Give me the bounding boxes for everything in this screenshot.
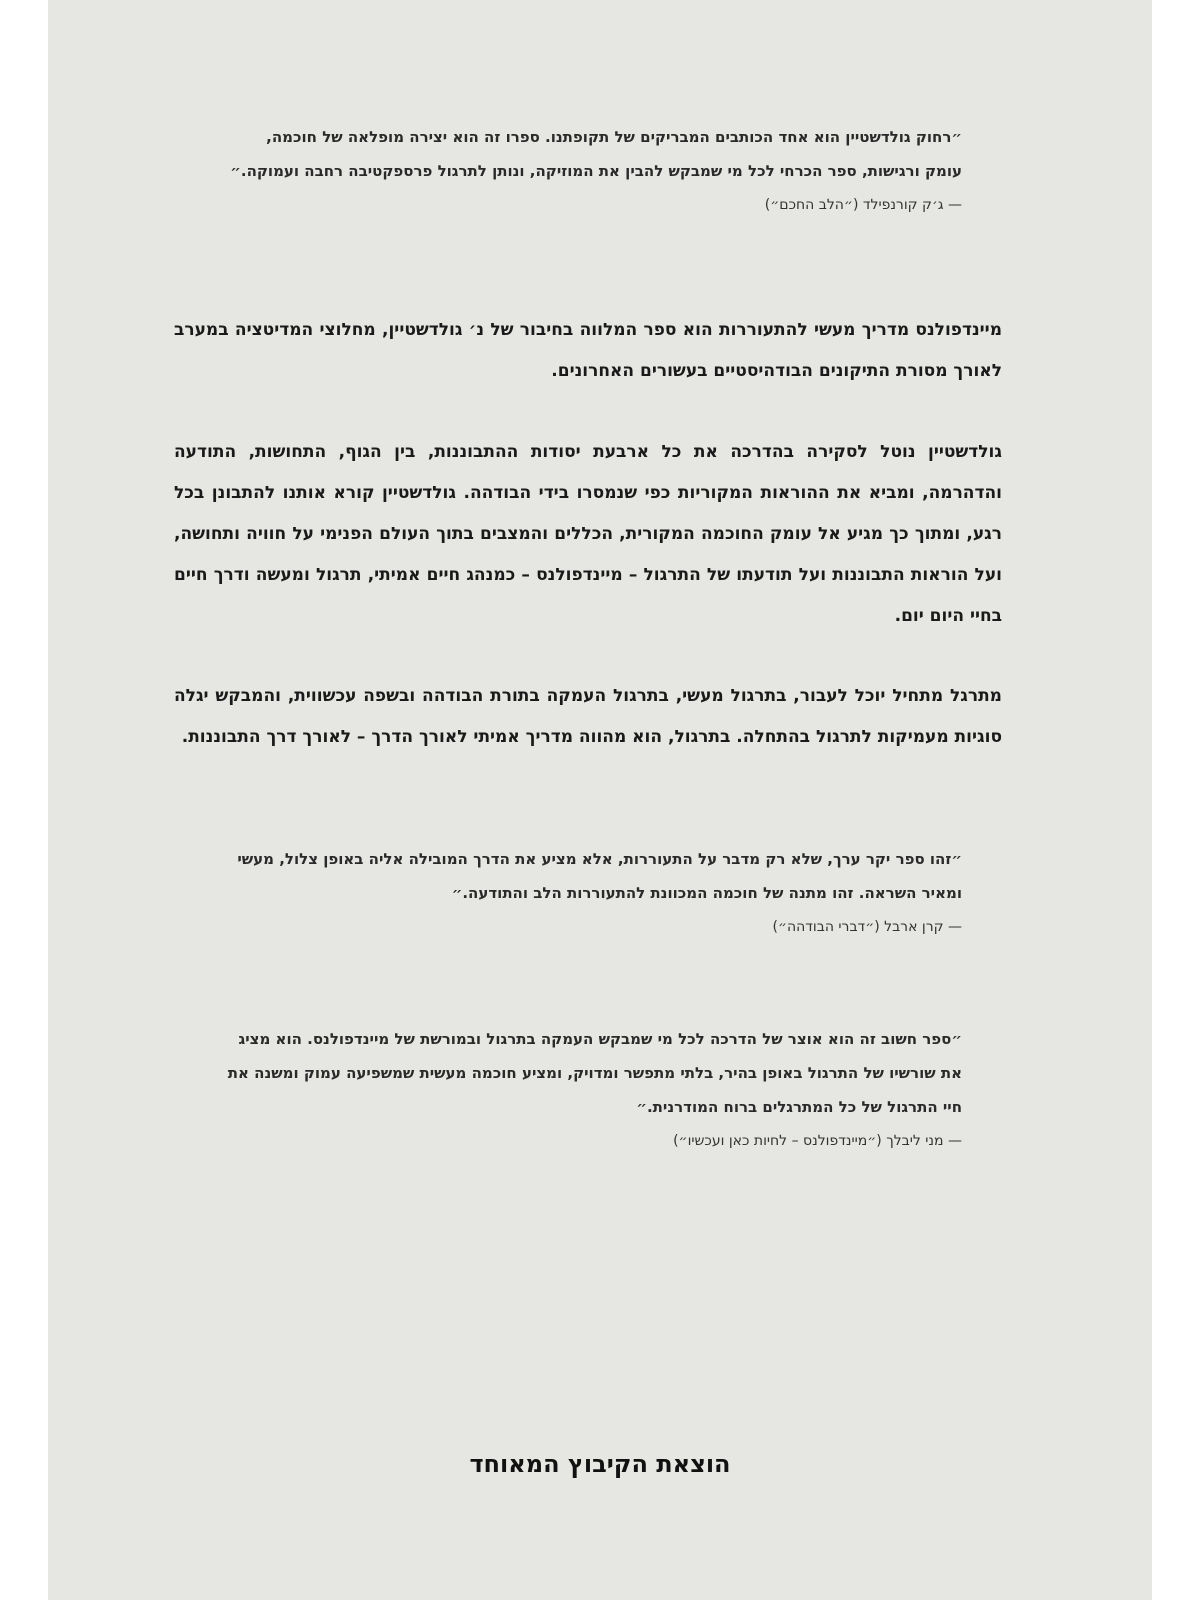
- quote-text: ״ספר חשוב זה הוא אוצר של הדרכה לכל מי שמבקש העמקה בתרגול ובמורשת של מיינדפולנס. הוא מציג את שורשיו של התרגול באופן בהיר, בלתי מתפשר ומדויק, ומציע חוכמה מעשית שמשפיעה עמוק ומשנה את חיי התרגול של כל המתרגלים ברוח המודרנית.״: [227, 1030, 962, 1116]
- back-cover: [48, 0, 1152, 1600]
- endorsement-quote: [227, 1022, 962, 1158]
- description-paragraph: גולדשטיין נוטל לסקירה בהדרכה את כל ארבעת יסודות ההתבוננות, בין הגוף, התחושות, התודעה והדהרמה, ומביא את ההוראות המקוריות כפי שנמסרו בידי הבודהה. גולדשטיין קורא אותנו להתבונן בכל רגע, ומתוך כך מגיע אל עומק החוכמה המקורית, הכללים והמצבים בתוך העולם הפנימי על חוויה ותחושה, ועל הוראות התבוננות ועל תודעתו של התרגול – מיינדפולנס – כמנהג חיים אמיתי, תרגול ומעשה ודרך חיים בחיי היום יום.: [174, 442, 1002, 626]
- endorsement-quote: [227, 120, 962, 222]
- back-cover-content: [48, 0, 1152, 1600]
- description-paragraph: מתרגל מתחיל יוכל לעבור, בתרגול מעשי, בתרגול העמקה בתורת הבודהה ובשפה עכשווית, והמבקש יגלה סוגיות מעמיקות לתרגול בהתחלה. בתרגול, הוא מהווה מדריך אמיתי לאורך הדרך – לאורך דרך התבוננות.: [174, 686, 1002, 747]
- quote-attribution: — קרן ארבל (״דברי הבודהה״): [772, 919, 962, 935]
- endorsement-quote: [227, 842, 962, 944]
- description-paragraph: מיינדפולנס מדריך מעשי להתעוררות הוא ספר המלווה בחיבור של נ׳ גולדשטיין, מחלוצי המדיטציה במערב לאורך מסורת התיקונים הבודהיסטיים בעשורים האחרונים.: [174, 320, 1002, 381]
- quote-text: ״רחוק גולדשטיין הוא אחד הכותבים המבריקים של תקופתנו. ספרו זה הוא יצירה מופלאה של חוכמה, עומק ורגישות, ספר הכרחי לכל מי שמבקש להבין את המוזיקה, ונותן לתרגול פרספקטיבה רחבה ועמוקה.״: [230, 128, 962, 180]
- quote-attribution: — ג׳ק קורנפילד (״הלב החכם״): [764, 197, 962, 213]
- quote-attribution: — מני ליבלך (״מיינדפולנס – לחיות כאן ועכשיו״): [673, 1133, 962, 1149]
- quote-text: ״זהו ספר יקר ערך, שלא רק מדבר על התעוררות, אלא מציע את הדרך המובילה אליה באופן צלול, מעשי ומאיר השראה. זהו מתנה של חוכמה המכוונת להתעוררות הלב והתודעה.״: [237, 850, 962, 902]
- publisher-name: הוצאת הקיבוץ המאוחד: [469, 1450, 731, 1478]
